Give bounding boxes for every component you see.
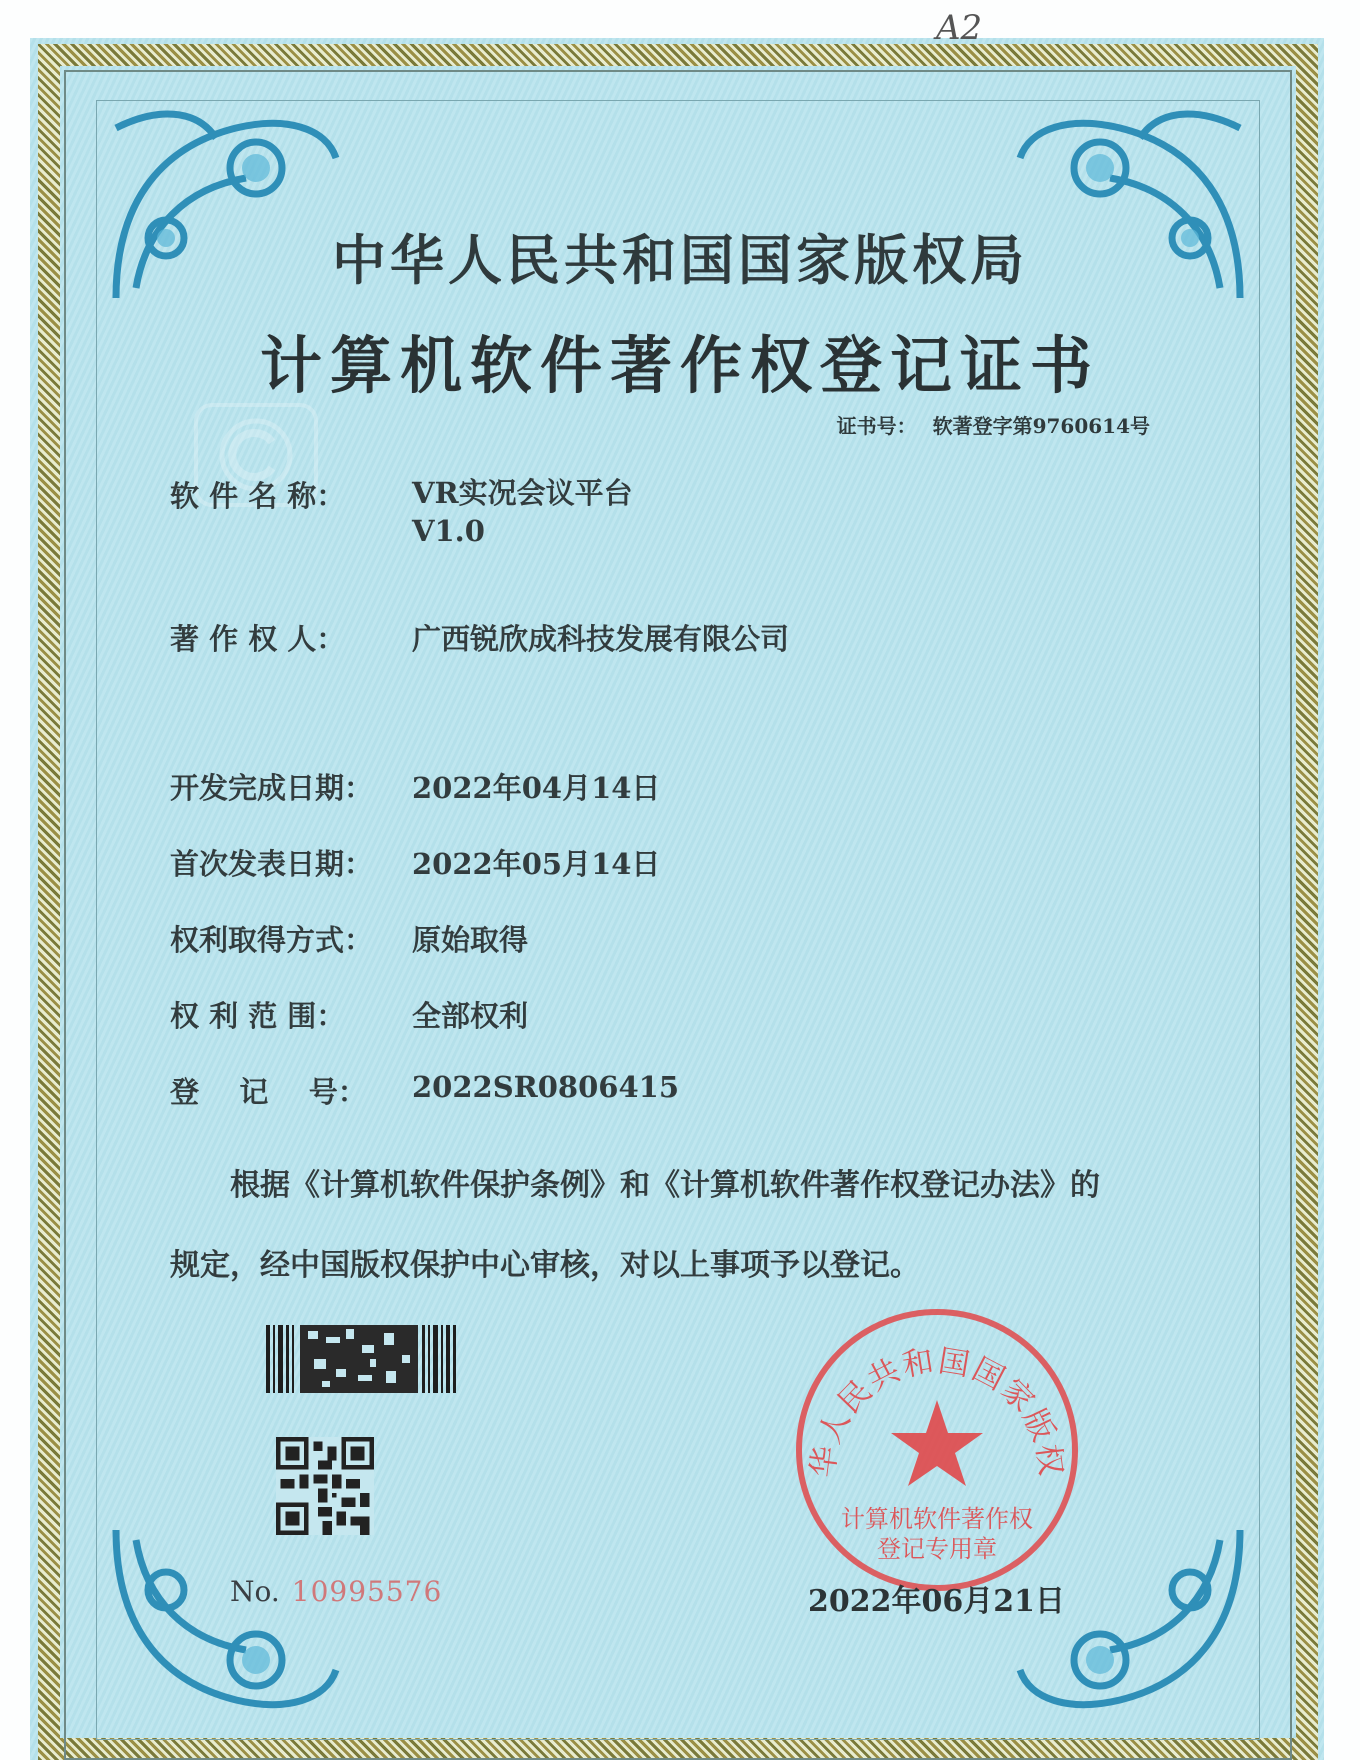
serial-number-value: 10995576 <box>291 1575 443 1608</box>
copyright-owner-label: 著 作 权 人： <box>170 622 346 656</box>
rights-scope-value: 全部权利 <box>412 999 529 1033</box>
software-version-value: V1.0 <box>412 514 485 548</box>
qr-code-icon <box>276 1437 374 1535</box>
registration-number-value: 2022SR0806415 <box>412 1070 680 1104</box>
issuing-authority: 中华人民共和国国家版权局 <box>332 228 1028 292</box>
corner-ornament-bottom-left <box>96 1510 356 1740</box>
rights-scope-label: 权 利 范 围： <box>170 999 346 1033</box>
field-first-publish-date <box>170 842 660 883</box>
field-registration-number <box>170 1070 679 1111</box>
acquire-method-label: 权利取得方式： <box>170 923 374 957</box>
statement-line-1: 根据《计算机软件保护条例》和《计算机软件著作权登记办法》的 <box>230 1168 1100 1203</box>
issue-date: 2022年06月21日 <box>808 1584 1065 1619</box>
field-software-name <box>170 474 633 550</box>
field-acquire-method <box>170 918 528 959</box>
field-dev-complete-date <box>170 766 660 807</box>
first-publish-value: 2022年05月14日 <box>412 847 661 881</box>
certificate-number-value: 软著登字第9760614号 <box>932 414 1150 438</box>
seal-inner-line-2: 登记专用章 <box>877 1535 997 1563</box>
serial-prefix: No. <box>230 1575 280 1608</box>
field-copyright-owner <box>170 617 789 658</box>
dev-complete-value: 2022年04月14日 <box>412 771 661 805</box>
handwritten-mark: A2 <box>936 8 983 48</box>
seal-inner-line-1: 计算机软件著作权 <box>841 1505 1033 1533</box>
acquire-method-value: 原始取得 <box>412 923 529 957</box>
dev-complete-label: 开发完成日期： <box>170 771 374 805</box>
document-title: 计算机软件著作权登记证书 <box>259 329 1100 402</box>
certificate-number <box>837 410 1150 439</box>
serial-number <box>230 1575 442 1608</box>
certificate-number-label: 证书号： <box>836 414 917 438</box>
barcode-icon <box>266 1325 456 1393</box>
seal-outer-text: 华人民共和国国家版权 <box>804 1343 1070 1480</box>
software-name-label: 软 件 名 称： <box>170 479 346 513</box>
statement-line-2: 规定，经中国版权保护中心审核，对以上事项予以登记。 <box>170 1248 920 1283</box>
first-publish-label: 首次发表日期： <box>170 847 374 881</box>
registration-number-label: 登 记 号： <box>170 1075 367 1109</box>
field-rights-scope <box>170 994 528 1035</box>
official-seal <box>792 1305 1082 1595</box>
seal-star-icon <box>891 1400 983 1486</box>
software-name-value: VR实况会议平台 <box>412 476 633 510</box>
copyright-owner-value: 广西锐欣成科技发展有限公司 <box>412 622 790 656</box>
